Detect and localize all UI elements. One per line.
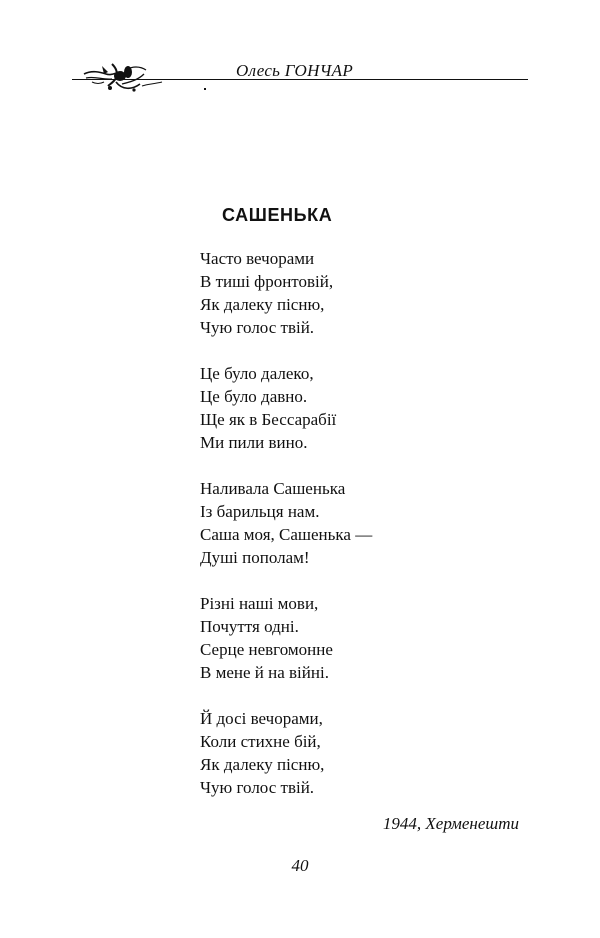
page-header [72, 58, 528, 98]
poem-line: Чую голос твій. [200, 318, 315, 337]
poem-line: Ми пили вино. [200, 433, 308, 452]
stanza [200, 247, 372, 339]
poem-line: В мене й на війні. [200, 663, 329, 682]
stanza [200, 362, 372, 454]
poem-line: Душі пополам! [200, 548, 310, 567]
poem-line: Як далеку пісню, [200, 755, 325, 774]
floral-vignette-icon [82, 60, 172, 94]
poem-line: Чую голос твій. [200, 778, 315, 797]
poem-line: Із барильця нам. [200, 502, 320, 521]
poem-line: Ще як в Бессарабії [200, 410, 337, 429]
poem-line: Коли стихне бій, [200, 732, 321, 751]
poem-title: САШЕНЬКА [222, 205, 333, 225]
header-dot [204, 88, 206, 90]
poem-line: Різні наші мови, [200, 594, 319, 613]
stanza [200, 477, 372, 569]
stanza [200, 707, 372, 799]
poem-line: Й досі вечорами, [200, 709, 323, 728]
page-number: 40 [291, 856, 309, 875]
poem-line: Почуття одні. [200, 617, 299, 636]
poem-line: Серце невгомонне [200, 640, 333, 659]
poem-body [200, 247, 372, 822]
poem-line: Часто вечорами [200, 249, 315, 268]
poem-line: Наливала Сашенька [200, 479, 346, 498]
header-rule [72, 79, 528, 80]
stanza [200, 592, 372, 684]
poem-line: В тиші фронтовій, [200, 272, 334, 291]
poem-line: Як далеку пісню, [200, 295, 325, 314]
running-head: Олесь ГОНЧАР [236, 61, 354, 80]
poem-line: Саша моя, Сашенька — [200, 525, 373, 544]
dateline: 1944, Херменешти [382, 814, 519, 833]
poem-line: Це було давно. [200, 387, 308, 406]
poem-line: Це було далеко, [200, 364, 314, 383]
